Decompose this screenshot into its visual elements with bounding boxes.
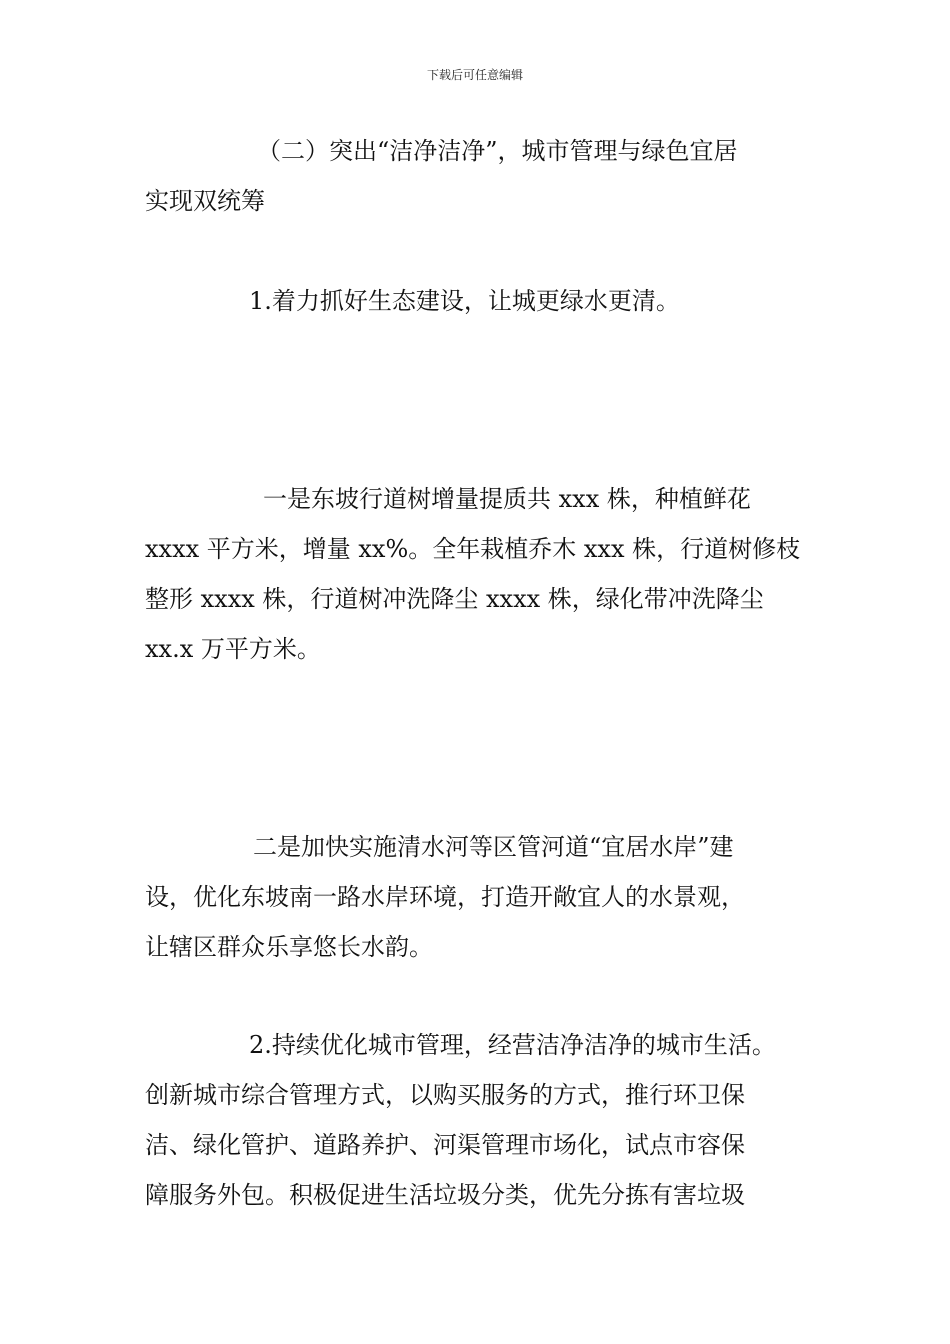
paragraph-2: [145, 822, 810, 972]
paragraph-1-line-1: 一是东坡行道树增量提质共 xxx 株，种植鲜花: [263, 485, 751, 513]
heading-line-2: 实现双统筹: [145, 187, 265, 215]
paragraph-2-line-3: 让辖区群众乐享悠长水韵。: [145, 933, 433, 961]
paragraph-2-line-1: 二是加快实施清水河等区管河道“宜居水岸”建: [253, 833, 734, 861]
heading-line-1: （二）突出“洁净洁净”，城市管理与绿色宜居: [257, 137, 738, 165]
paragraph-1: [145, 474, 810, 674]
item-1-title-line: 1.着力抓好生态建设，让城更绿水更清。: [249, 287, 680, 315]
page-header-note: 下载后可任意编辑: [426, 68, 523, 82]
item-2-line-4: 障服务外包。积极促进生活垃圾分类，优先分拣有害垃圾: [145, 1181, 745, 1209]
item-2-line-1: 2.持续优化城市管理，经营洁净洁净的城市生活。: [249, 1031, 776, 1059]
paragraph-1-line-2: xxxx 平方米，增量 xx%。全年栽植乔木 xxx 株，行道树修枝: [145, 535, 801, 563]
section-heading: [145, 126, 810, 226]
item-2-line-3: 洁、绿化管护、道路养护、河渠管理市场化，试点市容保: [145, 1131, 745, 1159]
paragraph-1-line-4: xx.x 万平方米。: [145, 635, 321, 663]
paragraph-2-line-2: 设，优化东坡南一路水岸环境，打造开敞宜人的水景观，: [145, 883, 745, 911]
item-2-paragraph: [145, 1020, 810, 1220]
item-1-title: [145, 276, 810, 326]
item-2-line-2: 创新城市综合管理方式，以购买服务的方式，推行环卫保: [145, 1081, 745, 1109]
paragraph-1-line-3: 整形 xxxx 株，行道树冲洗降尘 xxxx 株，绿化带冲洗降尘: [145, 585, 764, 613]
